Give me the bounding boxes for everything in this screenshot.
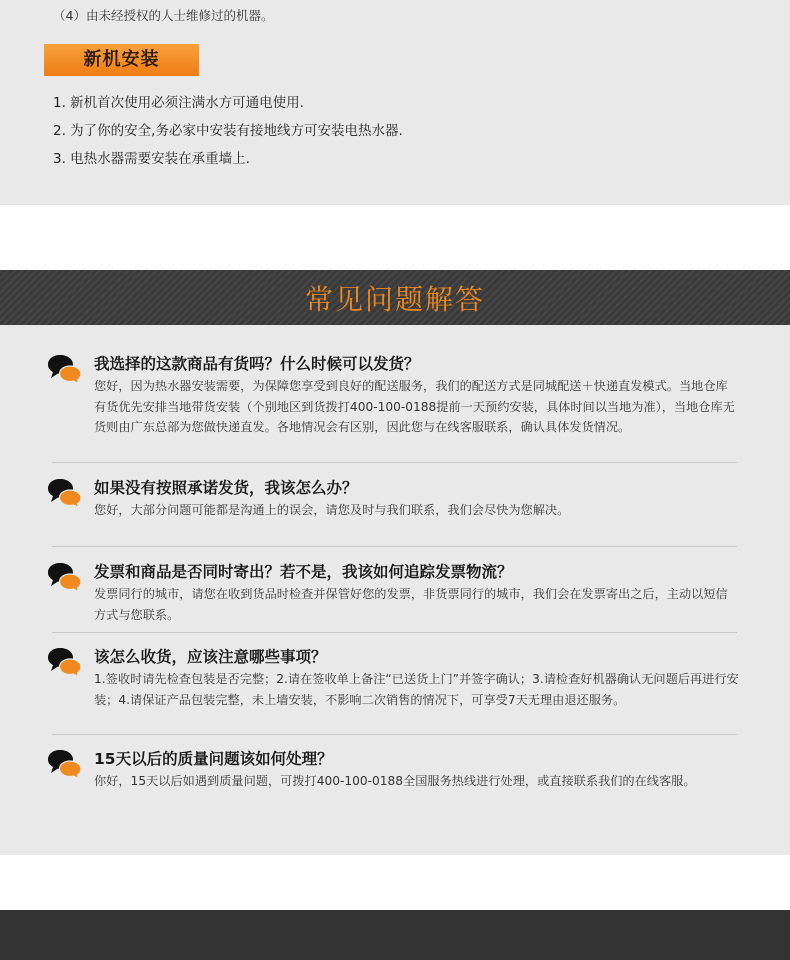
faq-question: 15天以后的质量问题该如何处理？ [94,750,333,768]
faq-question: 如果没有按照承诺发货，我该怎么办？ [94,479,358,497]
faq-divider [52,632,737,633]
faq-question: 我选择的这款商品有货吗？什么时候可以发货？ [94,355,420,373]
faq-answer: 你好，15天以后如遇到质量问题，可拨打400-100-0188全国服务热线进行处理，或直接联系我们的在线客服。 [94,774,696,788]
installation-item: 1. 新机首次使用必须注满水方可通电使用. [53,95,304,111]
footer-bar [0,910,790,960]
faq-list [0,325,790,855]
installation-item: 2. 为了你的安全,务必家中安装有接地线方可安装电热水器. [53,123,403,139]
chat-bubbles-icon [48,354,82,384]
faq-answer: 1.签收时请先检查包装是否完整；2.请在签收单上备注“已送货上门”并签字确认；3.请检查好机器确认无问题后再进行安装；4.请保证产品包装完整，未上墙安装，不影响二次销售的情况下，可享受7天无理由退还服务。 [94,672,739,707]
faq-question: 该怎么收货，应该注意哪些事项？ [94,648,327,666]
faq-divider [52,734,737,735]
faq-title: 常见问题解答 [304,282,485,316]
faq-divider [52,546,737,547]
new-installation-label: 新机安装 [44,44,199,76]
warranty-exclusion-item-4: （4）由未经授权的人士维修过的机器。 [53,8,274,23]
chat-bubbles-icon [48,562,82,592]
chat-bubbles-icon [48,749,82,779]
installation-list [53,92,403,176]
installation-notes-section [0,0,790,205]
faq-answer: 您好，因为热水器安装需要，为保障您享受到良好的配送服务，我们的配送方式是同城配送＋快递直发模式。当地仓库有货优先安排当地带货安装（个别地区到货拨打400-100-0188提前一天预约安装，具体时间以当地为准），当地仓库无货则由广东总部为您做快递直发。各地情况会有区别，因此您与在线客服联系，确认具体发货情况。 [94,379,735,434]
faq-question: 发票和商品是否同时寄出？若不是，我该如何追踪发票物流？ [94,563,513,581]
installation-item: 3. 电热水器需要安装在承重墙上. [53,151,250,167]
faq-answer: 发票同行的城市，请您在收到货品时检查并保管好您的发票，非货票同行的城市，我们会在发票寄出之后，主动以短信方式与您联系。 [94,587,728,622]
faq-banner [0,270,790,325]
chat-bubbles-icon [48,647,82,677]
faq-answer: 您好，大部分问题可能都是沟通上的误会，请您及时与我们联系，我们会尽快为您解决。 [94,503,570,517]
faq-divider [52,462,737,463]
chat-bubbles-icon [48,478,82,508]
